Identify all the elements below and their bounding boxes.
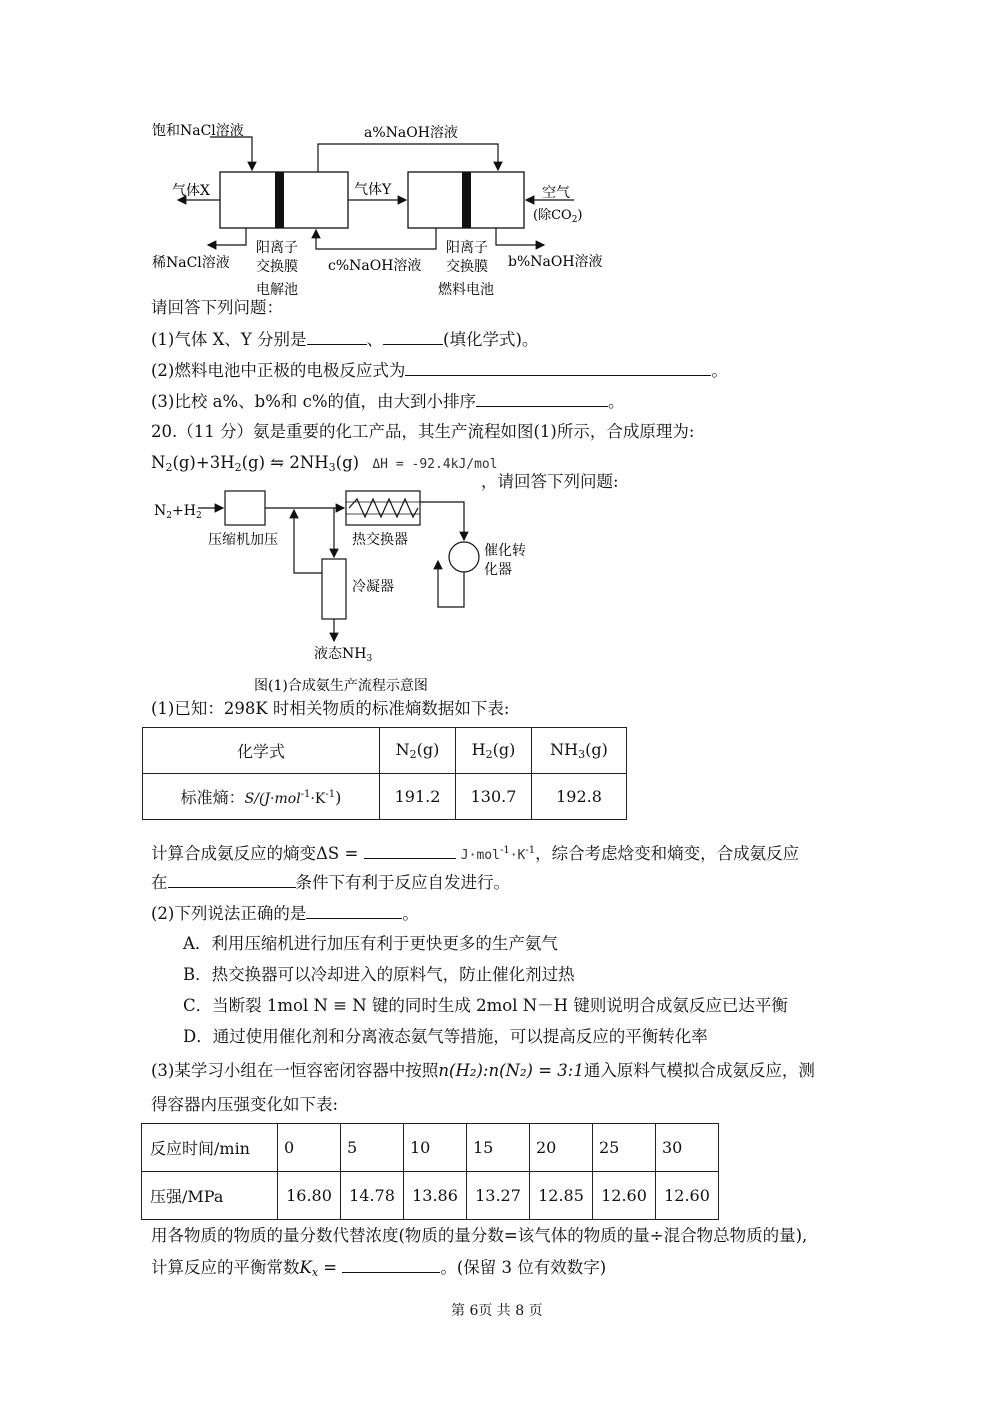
pressure-label: 压强/MPa bbox=[142, 1172, 278, 1220]
entropy-header-n2: $N_2(g)$ bbox=[380, 728, 456, 774]
answer-blank-electrode[interactable] bbox=[405, 359, 711, 376]
question-3: (3)比校 a%、b%和 c%的值，由大到小排序 。 bbox=[151, 392, 625, 411]
synthesis-equation: $N_2(g)+3H_2(g)$ ⇋ $2NH_3(g) \Delta H = -92.4kJ/mol$ bbox=[151, 453, 498, 474]
liquid-nh3-label: 液态$NH_3$ bbox=[314, 646, 373, 664]
time-5: 5 bbox=[341, 1124, 404, 1172]
pressure-15: 13.27 bbox=[467, 1172, 530, 1220]
spontaneity-line: 在 条件下有利于反应自发进行。 bbox=[151, 873, 510, 892]
answer-blank-y[interactable] bbox=[383, 328, 443, 345]
part1-intro: (1)已知：298K 时相关物质的标准熵数据如下表: bbox=[151, 699, 510, 718]
membrane-label-4: 交换膜 bbox=[446, 259, 488, 275]
membrane-label-1: 阳离子 bbox=[256, 240, 298, 256]
dilute-nacl-label: 稀NaCl溶液 bbox=[152, 255, 230, 271]
ammonia-process-diagram bbox=[150, 485, 550, 700]
prompt: 请回答下列问题： bbox=[151, 298, 283, 317]
entropy-h2: 130.7 bbox=[456, 774, 532, 820]
pressure-0: 16.80 bbox=[278, 1172, 341, 1220]
question-20-prompt: ，请回答下列问题: bbox=[481, 472, 619, 491]
time-30: 30 bbox=[656, 1124, 719, 1172]
naoh-a-label: a%NaOH溶液 bbox=[364, 125, 458, 141]
pressure-time-label: 反应时间/min bbox=[142, 1124, 278, 1172]
electrolytic-cell-label: 电解池 bbox=[256, 282, 298, 298]
answer-blank-choice[interactable] bbox=[306, 902, 402, 919]
fuel-cell-label: 燃料电池 bbox=[438, 282, 494, 298]
compressor-label: 压缩机加压 bbox=[208, 532, 278, 548]
electrolysis-fuelcell-diagram bbox=[140, 115, 620, 305]
naoh-c-label: c%NaOH溶液 bbox=[328, 258, 422, 274]
naoh-b-label: b%NaOH溶液 bbox=[508, 254, 603, 270]
time-10: 10 bbox=[404, 1124, 467, 1172]
option-c[interactable]: C．当断裂 1mol N ≡ N 键的同时生成 2mol N－H 键则说明合成氨反应已达平衡 bbox=[183, 996, 788, 1015]
pressure-20: 12.85 bbox=[530, 1172, 593, 1220]
pressure-table bbox=[141, 1123, 719, 1220]
question-20-title: 20.（11 分）氨是重要的化工产品，其生产流程如图(1)所示，合成原理为: bbox=[151, 422, 695, 441]
gas-x-label: 气体X bbox=[172, 183, 210, 199]
catalytic-label-1: 催化转 bbox=[484, 543, 526, 559]
feed-gas-label: $N_2+H_2$ bbox=[154, 503, 202, 521]
equilibrium-constant-line: 计算反应的平衡常数$K_x$ = 。(保留 3 位有效数字) bbox=[151, 1258, 607, 1279]
membrane-label-2: 交换膜 bbox=[256, 259, 298, 275]
heat-exchanger-label: 热交换器 bbox=[352, 532, 408, 548]
pressure-10: 13.86 bbox=[404, 1172, 467, 1220]
page-footer: 第 6页 共 8 页 bbox=[451, 1303, 543, 1319]
option-a[interactable]: A．利用压缩机进行加压有利于更快更多的生产氨气 bbox=[183, 934, 558, 953]
answer-blank-kx[interactable] bbox=[342, 1256, 440, 1273]
answer-blank-entropy[interactable] bbox=[364, 842, 456, 859]
part3-line2: 得容器内压强变化如下表: bbox=[151, 1095, 339, 1114]
pressure-5: 14.78 bbox=[341, 1172, 404, 1220]
figure-caption: 图(1)合成氨生产流程示意图 bbox=[254, 678, 428, 694]
gas-y-label: 气体Y bbox=[354, 182, 392, 198]
part2-question: (2)下列说法正确的是 。 bbox=[151, 904, 419, 923]
entropy-header-h2: $H_2(g)$ bbox=[456, 728, 532, 774]
time-15: 15 bbox=[467, 1124, 530, 1172]
time-0: 0 bbox=[278, 1124, 341, 1172]
pressure-25: 12.60 bbox=[593, 1172, 656, 1220]
entropy-nh3: 192.8 bbox=[532, 774, 627, 820]
option-b[interactable]: B．热交换器可以冷却进入的原料气，防止催化剂过热 bbox=[183, 965, 575, 984]
air-co2-label: (除$CO_2$) bbox=[533, 208, 583, 225]
entropy-n2: 191.2 bbox=[380, 774, 456, 820]
answer-blank-order[interactable] bbox=[476, 390, 608, 407]
entropy-header-formula: 化学式 bbox=[143, 728, 380, 774]
condenser-label: 冷凝器 bbox=[352, 579, 394, 595]
sat-nacl-label: 饱和NaCl溶液 bbox=[152, 123, 244, 139]
time-20: 20 bbox=[530, 1124, 593, 1172]
question-2: (2)燃料电池中正极的电极反应式为 。 bbox=[151, 361, 728, 380]
answer-blank-x[interactable] bbox=[307, 328, 367, 345]
question-1: (1)气体 X、Y 分别是 、 (填化学式)。 bbox=[151, 330, 539, 349]
entropy-table bbox=[142, 727, 627, 820]
mole-fraction-note: 用各物质的物质的量分数代替浓度(物质的量分数=该气体的物质的量÷混合物总物质的量), bbox=[151, 1226, 808, 1245]
entropy-row-label: 标准熵：$S/(J\cdot mol^{-1}\cdot K^{-1})$ bbox=[143, 774, 380, 820]
membrane-label-3: 阳离子 bbox=[446, 240, 488, 256]
entropy-header-nh3: $NH_3(g)$ bbox=[532, 728, 627, 774]
enthalpy-change: ΔH = -92.4kJ/mol bbox=[372, 457, 498, 472]
part3-line1: (3)某学习小组在一恒容密闭容器中按照n(H₂):n(N₂) = 3:1通入原料气模拟合成氨反应，测 bbox=[151, 1061, 815, 1080]
entropy-calc-line: 计算合成氨反应的熵变$\Delta S = J\cdot mol^{-1}\cdot K^{-1}$，综合考虑焓变和熵变，合成氨反应 bbox=[151, 844, 800, 863]
air-label: 空气 bbox=[542, 185, 570, 201]
pressure-30: 12.60 bbox=[656, 1172, 719, 1220]
catalytic-label-2: 化器 bbox=[484, 562, 512, 578]
answer-blank-condition[interactable] bbox=[168, 871, 296, 888]
option-d[interactable]: D．通过使用催化剂和分离液态氨气等措施，可以提高反应的平衡转化率 bbox=[183, 1027, 708, 1046]
time-25: 25 bbox=[593, 1124, 656, 1172]
